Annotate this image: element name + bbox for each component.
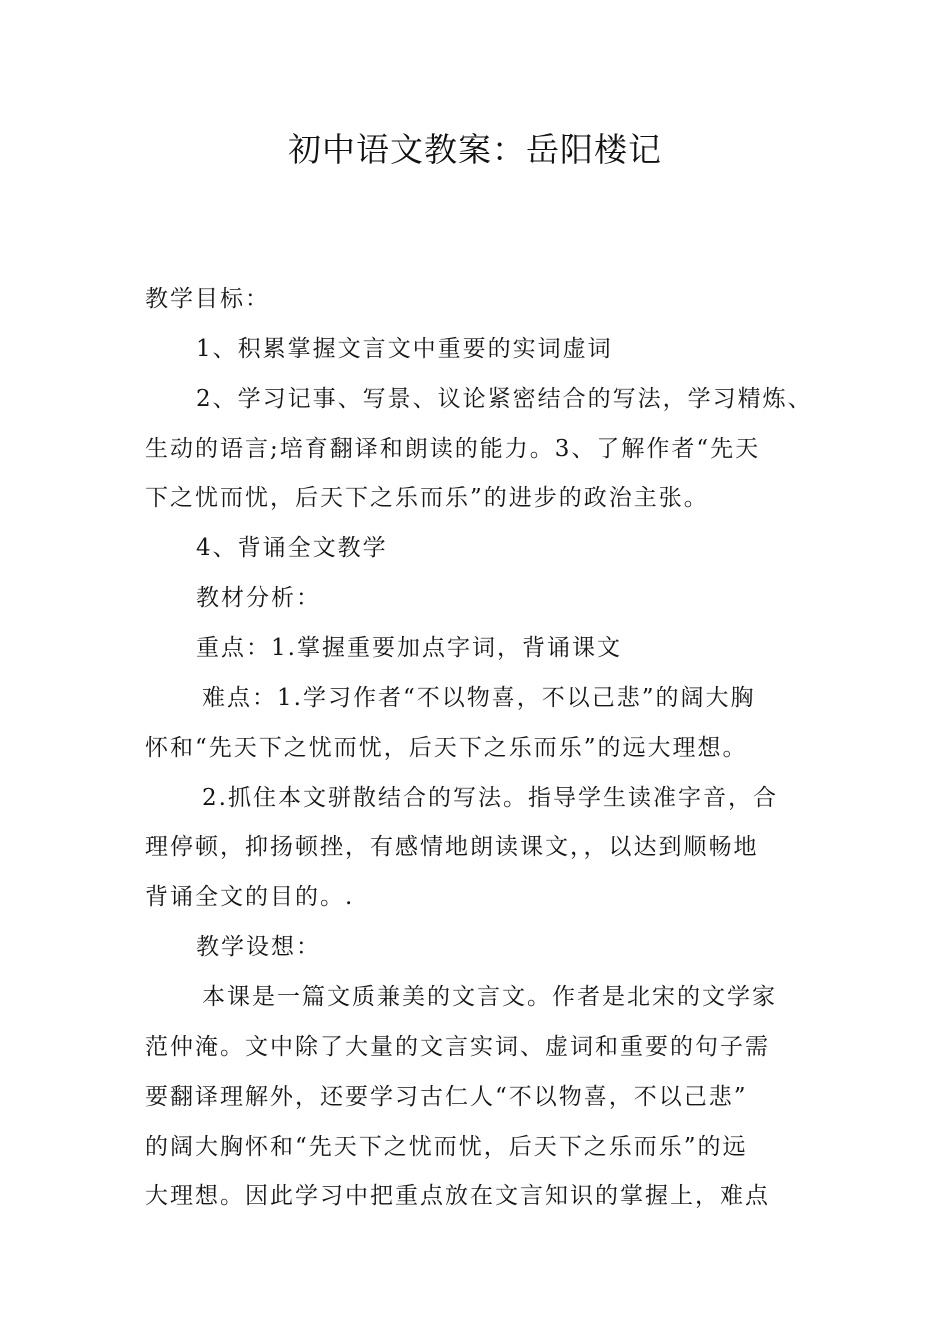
paragraph-line: 理停顿，抑扬顿挫，有感情地朗读课文，，以达到顺畅地 <box>145 834 759 860</box>
paragraph-line: 背诵全文的目的。. <box>145 884 355 910</box>
section-heading-analysis: 教材分析： <box>196 585 321 611</box>
paragraph-line: 本课是一篇文质兼美的文言文。作者是北宋的文学家 <box>202 984 777 1010</box>
paragraph-line: 2、学习记事、写景、议论紧密结合的写法，学习精炼、 <box>196 386 813 412</box>
paragraph-line: 难点：1.学习作者“不以物喜，不以己悲”的阔大胸 <box>202 685 756 711</box>
paragraph-line: 范仲淹。文中除了大量的文言实词、虚词和重要的句子需 <box>145 1034 770 1060</box>
paragraph-line: 4、背诵全文教学 <box>196 535 388 561</box>
paragraph-line: 的阔大胸怀和“先天下之忧而忧，后天下之乐而乐”的远 <box>145 1134 748 1160</box>
document-title: 初中语文教案：岳阳楼记 <box>288 130 662 169</box>
paragraph-line: 生动的语言;培育翻译和朗读的能力。3、了解作者“先天 <box>145 436 761 462</box>
paragraph-line: 重点：1.掌握重要加点字词，背诵课文 <box>196 635 622 661</box>
paragraph-line: 怀和“先天下之忧而忧，后天下之乐而乐”的远大理想。 <box>145 735 748 761</box>
section-heading-objectives: 教学目标： <box>145 286 270 312</box>
paragraph-line: 1、积累掌握文言文中重要的实词虚词 <box>196 336 613 362</box>
paragraph-line: 2.抓住本文骈散结合的写法。指导学生读准字音，合 <box>202 785 778 811</box>
section-heading-design: 教学设想： <box>196 934 321 960</box>
paragraph-line: 下之忧而忧，后天下之乐而乐”的进步的政治主张。 <box>145 485 709 511</box>
paragraph-line: 大理想。因此学习中把重点放在文言知识的掌握上，难点 <box>145 1183 770 1209</box>
paragraph-line: 要翻译理解外，还要学习古仁人“不以物喜，不以己悲” <box>145 1084 748 1110</box>
